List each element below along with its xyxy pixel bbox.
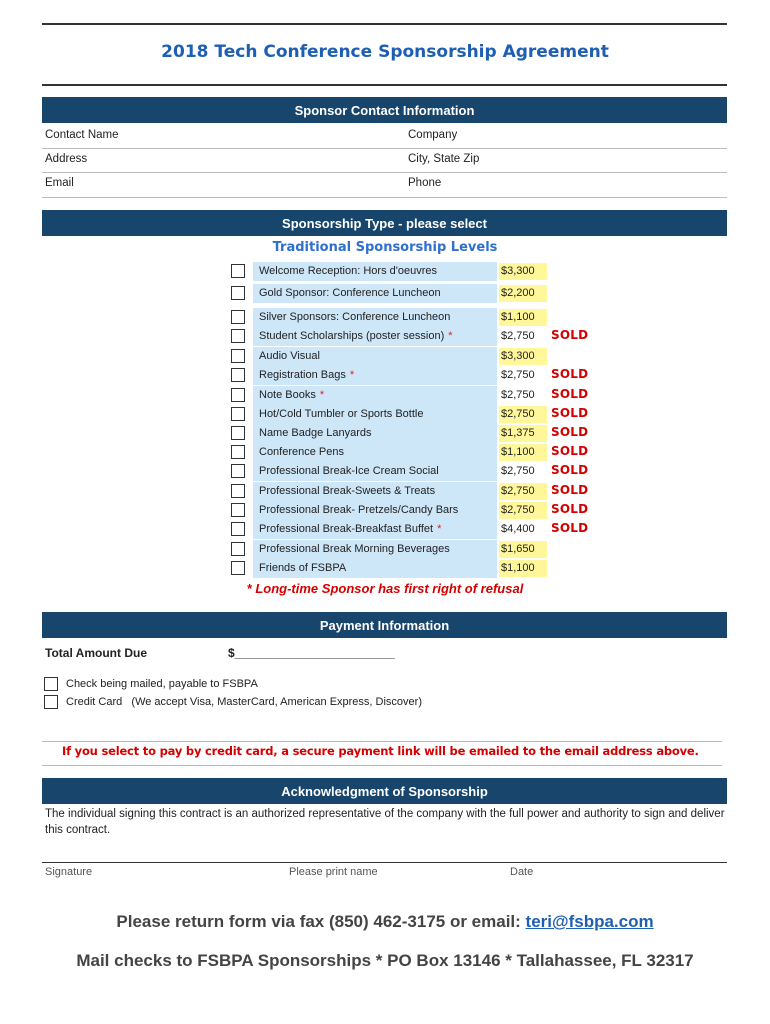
phone-label: Phone <box>408 177 442 189</box>
option-checkbox[interactable] <box>231 503 245 517</box>
option-name-text: Student Scholarships (poster session) <box>259 330 445 342</box>
return-instructions <box>0 912 770 932</box>
check-label: Check being mailed, payable to FSBPA <box>66 678 258 690</box>
return-instructions-text: Please return form via fax (850) 462-3175 or email: <box>116 912 526 931</box>
sold-badge: SOLD <box>551 425 589 439</box>
credit-card-checkbox[interactable] <box>44 695 58 709</box>
option-checkbox[interactable] <box>231 349 245 363</box>
option-name <box>253 366 497 385</box>
option-name <box>253 347 497 366</box>
option-name-text: Conference Pens <box>259 446 344 458</box>
option-price: $2,750 <box>501 465 535 477</box>
email-label: Email <box>45 177 74 189</box>
option-checkbox[interactable] <box>231 542 245 556</box>
option-name-text: Professional Break-Breakfast Buffet <box>259 523 434 535</box>
total-amount-label: Total Amount Due <box>45 646 147 660</box>
title-rule <box>42 84 727 86</box>
option-name-text: Hot/Cold Tumbler or Sports Bottle <box>259 408 424 420</box>
sold-badge: SOLD <box>551 521 589 535</box>
total-amount-field[interactable]: $________________________ <box>228 646 395 660</box>
option-name <box>253 284 497 303</box>
option-name-text: Registration Bags <box>259 369 346 381</box>
option-star: * <box>448 330 453 342</box>
option-checkbox[interactable] <box>231 388 245 402</box>
option-name <box>253 501 497 520</box>
option-checkbox[interactable] <box>231 445 245 459</box>
option-name-text: Name Badge Lanyards <box>259 427 372 439</box>
email-field[interactable] <box>42 197 727 198</box>
option-name <box>253 424 497 443</box>
option-name <box>253 482 497 501</box>
option-price: $2,750 <box>501 369 535 381</box>
option-price: $2,750 <box>499 483 547 500</box>
option-checkbox[interactable] <box>231 426 245 440</box>
option-star: * <box>319 389 325 401</box>
address-field[interactable] <box>42 172 727 173</box>
option-name-text: Note Books <box>259 389 316 401</box>
option-checkbox[interactable] <box>231 484 245 498</box>
contact-name-label: Contact Name <box>45 129 119 141</box>
option-checkbox[interactable] <box>231 407 245 421</box>
option-price: $1,100 <box>499 560 547 577</box>
sold-badge: SOLD <box>551 444 589 458</box>
address-label: Address <box>45 153 88 165</box>
option-price: $1,100 <box>499 444 547 461</box>
refusal-note: * Long-time Sponsor has first right of refusal <box>246 581 524 596</box>
check-checkbox[interactable] <box>44 677 58 691</box>
card-note-top-rule <box>42 741 722 742</box>
option-checkbox[interactable] <box>231 522 245 536</box>
option-name-text: Audio Visual <box>259 350 320 362</box>
option-checkbox[interactable] <box>231 329 245 343</box>
option-checkbox[interactable] <box>231 464 245 478</box>
option-price: $2,750 <box>501 389 535 401</box>
option-name <box>253 386 497 405</box>
option-checkbox[interactable] <box>231 368 245 382</box>
print-name-label: Please print name <box>289 866 378 878</box>
option-price: $4,400 <box>501 523 535 535</box>
payment-section-header: Payment Information <box>42 612 727 638</box>
acknowledgment-section-header: Acknowledgment of Sponsorship <box>42 778 727 804</box>
option-name-text: Professional Break-Sweets & Treats <box>259 485 436 497</box>
option-name-text: Welcome Reception: Hors d'oeuvres <box>259 265 437 277</box>
option-price: $2,750 <box>501 330 535 342</box>
sold-badge: SOLD <box>551 502 589 516</box>
option-name <box>253 405 497 424</box>
contact-section-header: Sponsor Contact Information <box>42 97 727 123</box>
credit-card-label: Credit Card (We accept Visa, MasterCard, American Express, Discover) <box>66 696 422 708</box>
option-price: $1,100 <box>499 309 547 326</box>
option-star: * <box>349 369 355 381</box>
option-star: * <box>437 523 442 535</box>
date-label: Date <box>510 866 534 878</box>
mail-instructions: Mail checks to FSBPA Sponsorships * PO Box 13146 * Tallahassee, FL 32317 <box>76 951 694 970</box>
signature-line[interactable] <box>42 862 727 863</box>
top-rule <box>42 23 727 25</box>
option-checkbox[interactable] <box>231 561 245 575</box>
option-name <box>253 520 497 539</box>
option-name <box>253 540 497 559</box>
option-name <box>253 462 497 481</box>
signature-label: Signature <box>45 866 93 878</box>
option-name <box>253 443 497 462</box>
option-checkbox[interactable] <box>231 310 245 324</box>
option-name-text: Friends of FSBPA <box>259 562 347 574</box>
sold-badge: SOLD <box>551 328 589 342</box>
card-note-bottom-rule <box>42 765 722 766</box>
option-price: $2,750 <box>499 406 547 423</box>
sponsorship-section-header: Sponsorship Type - please select <box>42 210 727 236</box>
acknowledgment-text: The individual signing this contract is an authorized representative of the company with the full power and authority to sign and deliver this contract. <box>45 808 725 836</box>
credit-card-note: If you select to pay by credit card, a secure payment link will be emailed to the email address above. <box>62 744 699 758</box>
option-name <box>253 327 497 346</box>
email-link[interactable]: teri@fsbpa.com <box>525 912 654 931</box>
option-name-text: Professional Break- Pretzels/Candy Bars <box>259 504 459 516</box>
option-name <box>253 559 497 578</box>
option-name-text: Professional Break Morning Beverages <box>259 543 450 555</box>
city-state-zip-label: City, State Zip <box>408 153 480 165</box>
option-name-text: Professional Break-Ice Cream Social <box>259 465 439 477</box>
option-checkbox[interactable] <box>231 264 245 278</box>
option-name <box>253 308 497 327</box>
sold-badge: SOLD <box>551 483 589 497</box>
sold-badge: SOLD <box>551 387 589 401</box>
sponsorship-levels-title: Traditional Sponsorship Levels <box>272 240 498 255</box>
sold-badge: SOLD <box>551 367 589 381</box>
option-price: $1,650 <box>499 541 547 558</box>
option-price: $3,300 <box>499 263 547 280</box>
option-name <box>253 262 497 281</box>
sold-badge: SOLD <box>551 463 589 477</box>
option-name-text: Gold Sponsor: Conference Luncheon <box>259 287 441 299</box>
company-label: Company <box>408 129 458 141</box>
option-checkbox[interactable] <box>231 286 245 300</box>
option-price: $2,750 <box>499 502 547 519</box>
option-price: $1,375 <box>499 425 547 442</box>
sold-badge: SOLD <box>551 406 589 420</box>
option-price: $3,300 <box>499 348 547 365</box>
option-price: $2,200 <box>499 285 547 302</box>
option-name-text: Silver Sponsors: Conference Luncheon <box>259 311 451 323</box>
page-title: 2018 Tech Conference Sponsorship Agreement <box>161 42 609 62</box>
contact-name-field[interactable] <box>42 148 727 149</box>
